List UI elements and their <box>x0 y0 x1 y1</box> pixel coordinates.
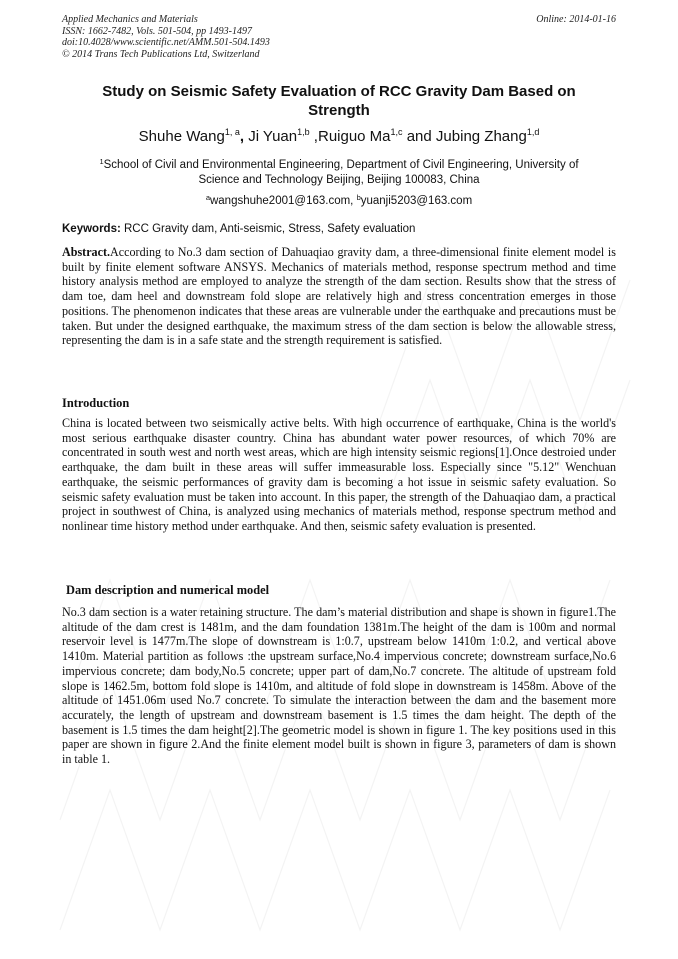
introduction-text: China is located between two seismically active belts. With high occurrence of earthquake, China is the world's most serious earthquake disaster country. China has abundant water power resources, of which 70% are concentrated in south west and north west areas, which are high intensity seismic regions[1].Once destroied under earthquake, the dam built in these areas will suffer immeasurable loss. Especially since "5.12" Wenchuan earthquake, the seismic performances of gravity dam is becoming a hot issue in seismic safety evaluation. So seismic safety evaluation must be taken into account. In this paper, the strength of the Dahuaqiao dam, a practical project in southwest of China, is analyzed using mechanics of materials method, response spectrum method and nonlinear time history method under earthquake. And then, seismic safety evaluation is presented. <box>62 416 616 533</box>
author-list <box>62 128 616 146</box>
affiliation-sup: 1 <box>99 157 104 166</box>
email-b-sup: b <box>356 193 361 202</box>
keywords-label: Keywords: <box>62 223 121 235</box>
author-3: Ruiguo Ma <box>317 128 391 145</box>
author-4-affil: 1,d <box>526 127 540 137</box>
email-a: wangshuhe2001@163.com, <box>209 195 357 207</box>
author-4: Jubing Zhang <box>435 128 527 145</box>
title-line-1: Study on Seismic Safety Evaluation of RCC Gravity Dam Based on <box>102 83 576 100</box>
author-2-affil: 1,b <box>297 127 310 137</box>
keywords-text: RCC Gravity dam, Anti-seismic, Stress, Safety evaluation <box>120 223 416 235</box>
affiliation-line-2: Science and Technology Beijing, Beijing 100083, China <box>198 174 480 186</box>
abstract-label: Abstract. <box>62 245 111 259</box>
author-separator: , <box>309 128 318 145</box>
abstract-text: According to No.3 dam section of Dahuaqiao gravity dam, a three-dimensional finite element model is built by finite element software ANSYS. Mechanics of materials method, response spectrum method and time history analysis method are employed to analyze the strength of the dam section. Results show that the stress of dam toe, dam heel and downstream fold slope are relatively high and stress concentration emerges in those positions. The phenomenon indicates that these areas are vulnerable under the earthquake and precautions must be taken. But under the designed earthquake, the maximum stress of the dam section is below the allowable stress, representing the dam is in a safe state and the strength requirement is satisfied. <box>62 245 616 348</box>
title-line-2: Strength <box>308 102 370 119</box>
author-emails <box>62 194 616 209</box>
email-b: yuanji5203@163.com <box>360 195 473 207</box>
affiliation <box>62 158 616 188</box>
author-separator: and <box>402 128 436 145</box>
abstract <box>62 245 616 348</box>
author-1-affil: 1, a <box>224 127 240 137</box>
online-date: Online: 2014-01-16 <box>536 14 616 25</box>
email-a-sup: a <box>205 193 210 202</box>
issn-line: ISSN: 1662-7482, Vols. 501-504, pp 1493-1497 <box>62 25 252 37</box>
paper-title <box>62 82 616 120</box>
dam-section-text: No.3 dam section is a water retaining structure. The dam’s material distribution and shape is shown in figure1.The altitude of the dam crest is 1481m, and the dam foundation 1381m.The height of the dam is 100m and normal reservoir level is 1477m.The slope of downstream is 1:0.7, upstream below 1410m 1:0.2, and vertical above 1410m. Material partition as follows :the upstream surface,No.4 impervious concrete; downstream surface,No.6 impervious concrete; dam body,No.5 concrete; upper part of dam,No.7 concrete. The altitude of upstream fold slope is 1462.5m, bottom fold slope is 1410m, and altitude of fold slope in downstream is 1458m. Above of the altitude of 1451.06m used No.7 concrete. To simulate the interaction between the dam and the basement more accurately, the length of upstream and downstream basement is 1.5 times the dam height. The depth of the basement is 1.5 times the dam height[2].The geometric model is shown in figure 1. The key positions used in this paper are shown in figure 2.And the finite element model built is shown in figure 3, parameters of dam is shown in table 1. <box>62 605 616 767</box>
doi-line: doi:10.4028/www.scientific.net/AMM.501-504.1493 <box>62 37 270 48</box>
copyright-line: © 2014 Trans Tech Publications Ltd, Switzerland <box>62 48 260 60</box>
author-1: Shuhe Wang <box>138 128 225 145</box>
author-separator: , <box>239 128 249 145</box>
affiliation-line-1: School of Civil and Environmental Engineering, Department of Civil Engineering, University of <box>103 159 579 171</box>
introduction-heading: Introduction <box>62 396 130 410</box>
dam-section-heading: Dam description and numerical model <box>66 583 270 597</box>
author-2: Ji Yuan <box>248 128 298 145</box>
keywords <box>62 222 616 237</box>
author-3-affil: 1,c <box>390 127 403 137</box>
journal-name: Applied Mechanics and Materials <box>62 14 198 25</box>
journal-header <box>62 14 270 60</box>
